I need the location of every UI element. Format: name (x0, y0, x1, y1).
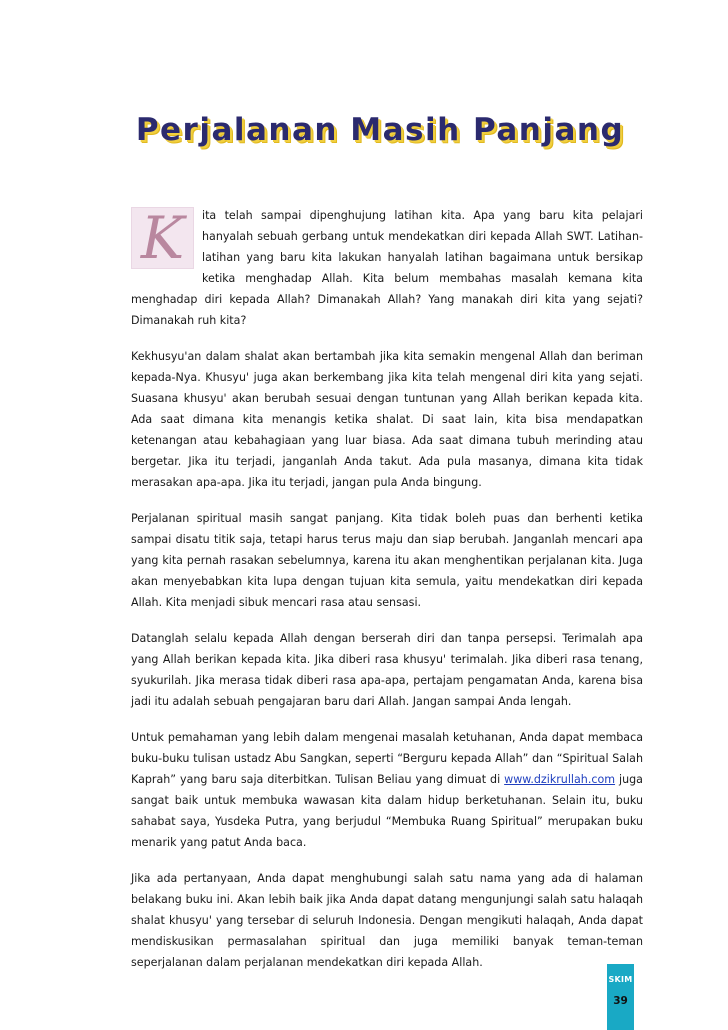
page-number: 39 (613, 995, 628, 1007)
paragraph-2: Kekhusyu'an dalam shalat akan bertambah jika kita semakin mengenal Allah dan beriman kepada-Nya. Khusyu' juga akan berkembang jika kita telah mengenal diri kita yang sejati. Suasana khusyu' akan berubah sesuai dengan tuntunan yang Allah berikan kepada kita. Ada saat dimana kita menangis ketika shalat. Di saat lain, kita bisa mendapatkan ketenangan atau kebahagiaan yang luar biasa. Ada saat dimana tubuh merinding atau bergetar. Jika itu terjadi, janganlah Anda takut. Ada pula masanya, dimana kita tidak merasakan apa-apa. Jika itu terjadi, jangan pula Anda bingung. (131, 350, 643, 489)
footer-brand: SKIM (608, 975, 633, 984)
paragraph-4: Datanglah selalu kepada Allah dengan berserah diri dan tanpa persepsi. Terimalah apa yang Allah berikan kepada kita. Jika diberi rasa khusyu' terimalah. Jika diberi rasa tenang, syukurilah. Jika merasa tidak diberi rasa apa-apa, pertajam pengamatan Anda, karena bisa jadi itu adalah sebuah pengajaran baru dari Allah. Jangan sampai Anda lengah. (131, 632, 643, 708)
paragraph-3: Perjalanan spiritual masih sangat panjang. Kita tidak boleh puas dan berhenti ketika sampai disatu titik saja, tetapi harus terus maju dan siap berubah. Janganlah mencari apa yang kita pernah rasakan sebelumnya, karena itu akan menghentikan perjalanan kita. Juga akan menyebabkan kita lupa dengan tujuan kita semula, yaitu mendekatkan diri kepada Allah. Kita menjadi sibuk mencari rasa atau sensasi. (131, 512, 643, 609)
page-number-badge (607, 964, 634, 1030)
page-title: Perjalanan Masih Panjang (135, 112, 625, 148)
paragraph-5-text-b: juga sangat baik untuk membuka wawasan kita dalam hidup berketuhanan. Selain itu, buku sahabat saya, Yusdeka Putra, yang berjudul “Membuka Ruang Spiritual” merupakan buku menarik yang patut Anda baca. (131, 773, 643, 849)
drop-cap: K (131, 207, 194, 269)
dzikrullah-link[interactable]: www.dzikrullah.com (504, 773, 616, 786)
article-body (131, 205, 643, 988)
paragraph-6: Jika ada pertanyaan, Anda dapat menghubungi salah satu nama yang ada di halaman belakang buku ini. Akan lebih baik jika Anda dapat datang mengunjungi salah satu halaqah shalat khusyu' yang tersebar di seluruh Indonesia. Dengan mengikuti halaqah, Anda dapat mendiskusikan permasalahan spiritual dan juga memiliki banyak teman-teman seperjalanan dalam perjalanan mendekatkan diri kepada Allah. (131, 872, 643, 969)
paragraph-1 (131, 205, 643, 331)
paragraph-5 (131, 727, 643, 853)
paragraph-1-text: ita telah sampai dipenghujung latihan kita. Apa yang baru kita pelajari hanyalah sebuah gerbang untuk mendekatkan diri kepada Allah SWT. Latihan-latihan yang baru kita lakukan hanyalah latihan bagaimana untuk bersikap ketika menghadap Allah. Kita belum membahas masalah kemana kita menghadap diri kepada Allah? Dimanakah Allah? Yang manakah diri kita yang sejati? Dimanakah ruh kita? (131, 209, 643, 327)
paragraph-5-text-a: Untuk pemahaman yang lebih dalam mengenai masalah ketuhanan, Anda dapat membaca buku-buku tulisan ustadz Abu Sangkan, seperti “Berguru kepada Allah” dan “Spiritual Salah Kaprah” yang baru saja diterbitkan. Tulisan Beliau yang dimuat di (131, 731, 643, 786)
